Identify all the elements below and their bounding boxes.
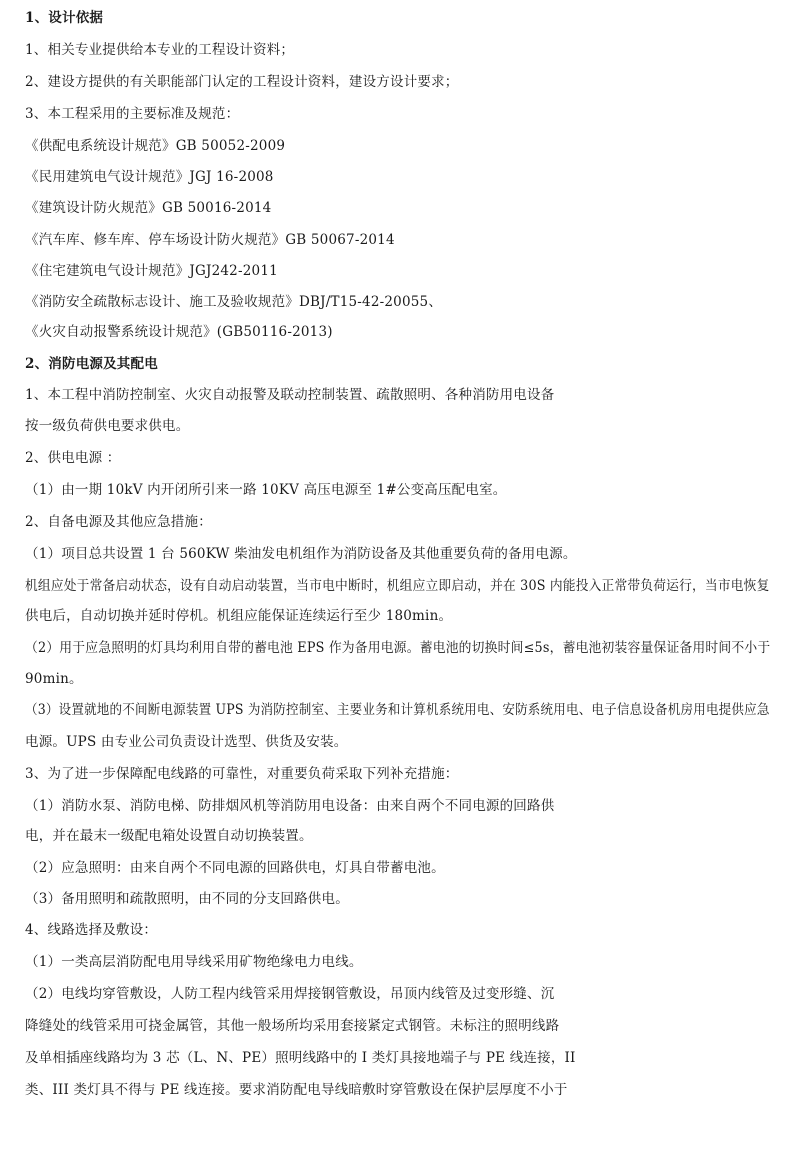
paragraph-line: （3）备用照明和疏散照明，由不同的分支回路供电。 [25, 891, 349, 907]
paragraph-line: （2）应急照明：由来自两个不同电源的回路供电，灯具自带蓄电池。 [25, 860, 445, 876]
standard-reference: 《消防安全疏散标志设计、施工及验收规范》DBJ/T15-42-20055、 [25, 294, 443, 310]
paragraph-line: 机组应处于常备启动状态，设有自动启动装置，当市电中断时，机组应立即启动，并在 30S 内能投入正常带负荷运行，当市电恢复 [25, 578, 770, 594]
paragraph-line: 3、本工程采用的主要标准及规范： [25, 106, 240, 122]
standard-reference: 《民用建筑电气设计规范》JGJ 16-2008 [25, 169, 274, 185]
paragraph-line: （1）一类高层消防配电用导线采用矿物绝缘电力电线。 [25, 954, 363, 970]
standard-reference: 《住宅建筑电气设计规范》JGJ242-2011 [25, 263, 278, 279]
paragraph-line: （1）消防水泵、消防电梯、防排烟风机等消防用电设备：由来自两个不同电源的回路供 [25, 798, 555, 814]
paragraph-line: 类、III 类灯具不得与 PE 线连接。要求消防配电导线暗敷时穿管敷设在保护层厚度不小于 [25, 1082, 568, 1098]
paragraph-line: （1）由一期 10kV 内开闭所引来一路 10KV 高压电源至 1#公变高压配电室。 [25, 482, 507, 498]
paragraph-line: 及单相插座线路均为 3 芯（L、N、PE）照明线路中的 I 类灯具接地端子与 PE 线连接，II [25, 1050, 576, 1066]
paragraph-line: 电源。UPS 由专业公司负责设计选型、供货及安装。 [25, 734, 348, 750]
standard-reference: 《建筑设计防火规范》GB 50016-2014 [25, 200, 272, 216]
standard-reference: 《火灾自动报警系统设计规范》(GB50116-2013) [25, 324, 333, 340]
paragraph-line: 90min。 [25, 671, 83, 687]
paragraph-line: 按一级负荷供电要求供电。 [25, 418, 190, 434]
paragraph-line: 2、建设方提供的有关职能部门认定的工程设计资料，建设方设计要求； [25, 74, 459, 90]
standard-reference: 《汽车库、修车库、停车场设计防火规范》GB 50067-2014 [25, 232, 395, 248]
standard-reference: 《供配电系统设计规范》GB 50052-2009 [25, 138, 286, 154]
paragraph-line: 降缝处的线管采用可挠金属管，其他一般场所均采用套接紧定式钢管。未标注的照明线路 [25, 1018, 560, 1034]
paragraph-line: 3、为了进一步保障配电线路的可靠性，对重要负荷采取下列补充措施： [25, 766, 459, 782]
paragraph-line: （2）电线均穿管敷设，人防工程内线管采用焊接钢管敷设，吊顶内线管及过变形缝、沉 [25, 986, 555, 1002]
paragraph-line: （1）项目总共设置 1 台 560KW 柴油发电机组作为消防设备及其他重要负荷的备用电源。 [25, 546, 577, 562]
paragraph-line: 2、自备电源及其他应急措施： [25, 514, 212, 530]
paragraph-line: 供电后，自动切换并延时停机。机组应能保证连续运行至少 180min。 [25, 608, 453, 624]
paragraph-line: 4、线路选择及敷设： [25, 922, 158, 938]
paragraph-line: 2、供电电源 ： [25, 450, 121, 466]
paragraph-line: 1、本工程中消防控制室、火灾自动报警及联动控制装置、疏散照明、各种消防用电设备 [25, 387, 555, 403]
section-heading: 2、消防电源及其配电 [25, 356, 158, 372]
paragraph-line: （3）设置就地的不间断电源装置 UPS 为消防控制室、主要业务和计算机系统用电、安防系统用电、电子信息设备机房用电提供应急 [25, 702, 770, 718]
section-heading: 1、设计依据 [25, 10, 104, 26]
paragraph-line: 1、相关专业提供给本专业的工程设计资料； [25, 42, 295, 58]
paragraph-line: （2）用于应急照明的灯具均利用自带的蓄电池 EPS 作为备用电源。蓄电池的切换时间≤5s，蓄电池初装容量保证备用时间不小于 [25, 640, 771, 656]
paragraph-line: 电，并在最末一级配电箱处设置自动切换装置。 [25, 828, 313, 844]
